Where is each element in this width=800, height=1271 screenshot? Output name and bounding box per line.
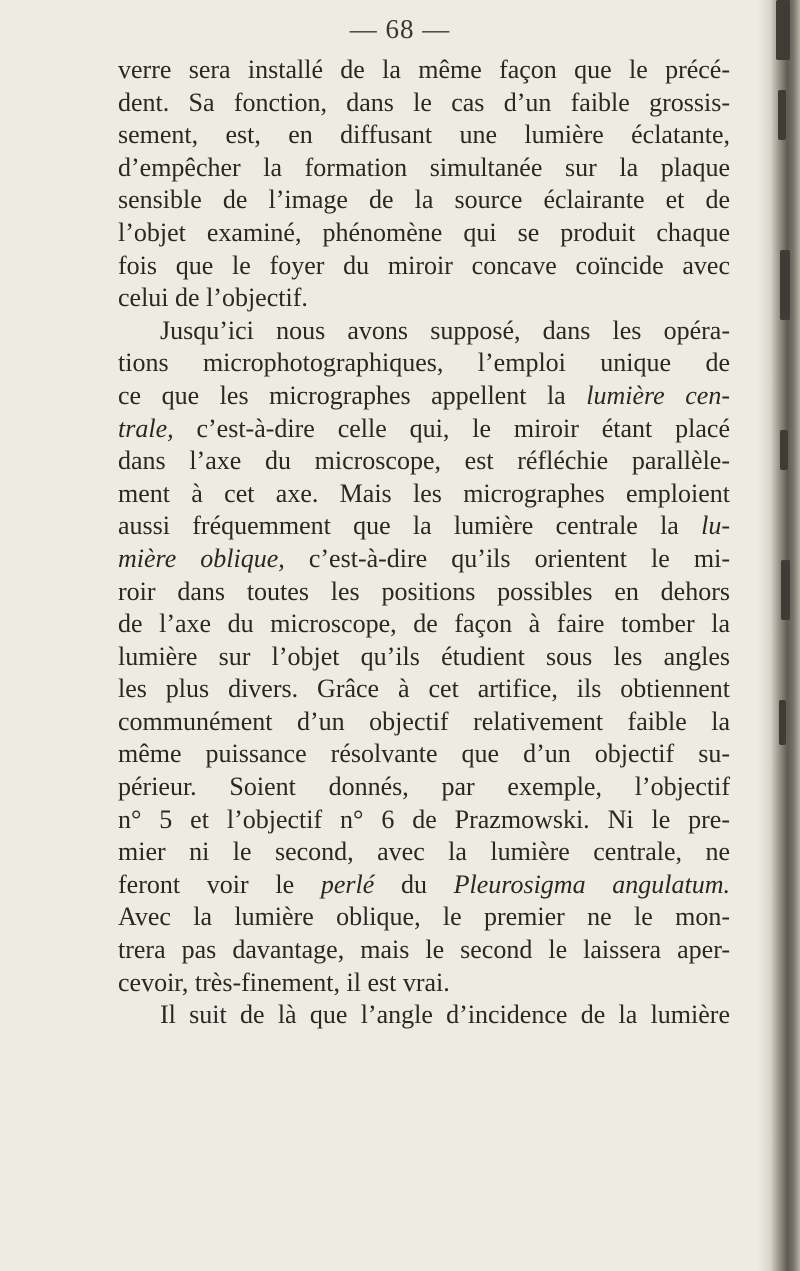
text-line-15: aussi fréquemment que la lumière centrale la lu- (118, 511, 730, 541)
binding-shadow (779, 700, 786, 745)
text-line-27: Avec la lumière oblique, le premier ne le mon- (118, 902, 730, 932)
text-line-6: l’objet examiné, phénomène qui se produit chaque (118, 217, 730, 247)
text-line-12: trale, c’est-à-dire celle qui, le miroir étant placé (118, 413, 730, 443)
italic-term: lu- (701, 511, 730, 541)
text-line-24: n° 5 et l’objectif n° 6 de Prazmowski. Ni le pre- (118, 804, 730, 834)
text-line-5: sensible de l’image de la source éclairante et de (118, 185, 730, 215)
text-line-19: lumière sur l’objet qu’ils étudient sous les angles (118, 641, 730, 671)
book-binding-edge (758, 0, 800, 1271)
italic-term: mière oblique, (118, 543, 285, 573)
text-line-7: fois que le foyer du miroir concave coïncide avec (118, 250, 730, 280)
text-line-26: feront voir le perlé du Pleurosigma angulatum. (118, 869, 730, 899)
text-line-10: tions microphotographiques, l’emploi unique de (118, 348, 730, 378)
page-number: — 68 — (349, 14, 451, 44)
text-line-29: cevoir, très-finement, il est vrai. (118, 967, 450, 997)
text-line-17: roir dans toutes les positions possibles en dehors (118, 576, 730, 606)
text-line-9: Jusqu’ici nous avons supposé, dans les opéra- (160, 315, 730, 345)
text-line-22: même puissance résolvante que d’un objectif su- (118, 739, 730, 769)
text-line-18: de l’axe du microscope, de façon à faire tomber la (118, 609, 730, 639)
text-line-4: d’empêcher la formation simultanée sur la plaque (118, 152, 730, 182)
text-line-28: trera pas davantage, mais le second le laissera aper- (118, 935, 730, 965)
binding-shadow (780, 430, 788, 470)
text-line-20: les plus divers. Grâce à cet artifice, ils obtiennent (118, 674, 730, 704)
text-line-8: celui de l’objectif. (118, 283, 308, 313)
text-line-25: mier ni le second, avec la lumière centrale, ne (118, 837, 730, 867)
text-line-23: périeur. Soient donnés, par exemple, l’objectif (118, 772, 730, 802)
text-line-16: mière oblique, c’est-à-dire qu’ils orientent le mi- (118, 543, 730, 573)
text-line-3: sement, est, en diffusant une lumière éclatante, (118, 120, 730, 150)
text-line-11: ce que les micrographes appellent la lumière cen- (118, 380, 730, 410)
text-line-1: verre sera installé de la même façon que le précé- (118, 55, 730, 84)
binding-shadow (776, 0, 790, 60)
text-line-13: dans l’axe du microscope, est réfléchie parallèle- (118, 446, 730, 476)
binding-shadow (778, 90, 786, 140)
italic-term: perlé (320, 869, 375, 899)
italic-term: Pleurosigma angulatum. (453, 869, 730, 899)
italic-term: trale, (118, 413, 174, 443)
text-line-30: Il suit de là que l’angle d’incidence de la lumière (160, 1000, 730, 1030)
body-text (118, 54, 730, 1032)
binding-shadow (780, 250, 790, 320)
italic-term: lumière cen- (586, 380, 730, 410)
text-line-2: dent. Sa fonction, dans le cas d’un faible grossis- (118, 87, 730, 117)
text-line-14: ment à cet axe. Mais les micrographes emploient (118, 478, 730, 508)
text-line-21: communément d’un objectif relativement faible la (118, 706, 730, 736)
binding-shadow (781, 560, 790, 620)
